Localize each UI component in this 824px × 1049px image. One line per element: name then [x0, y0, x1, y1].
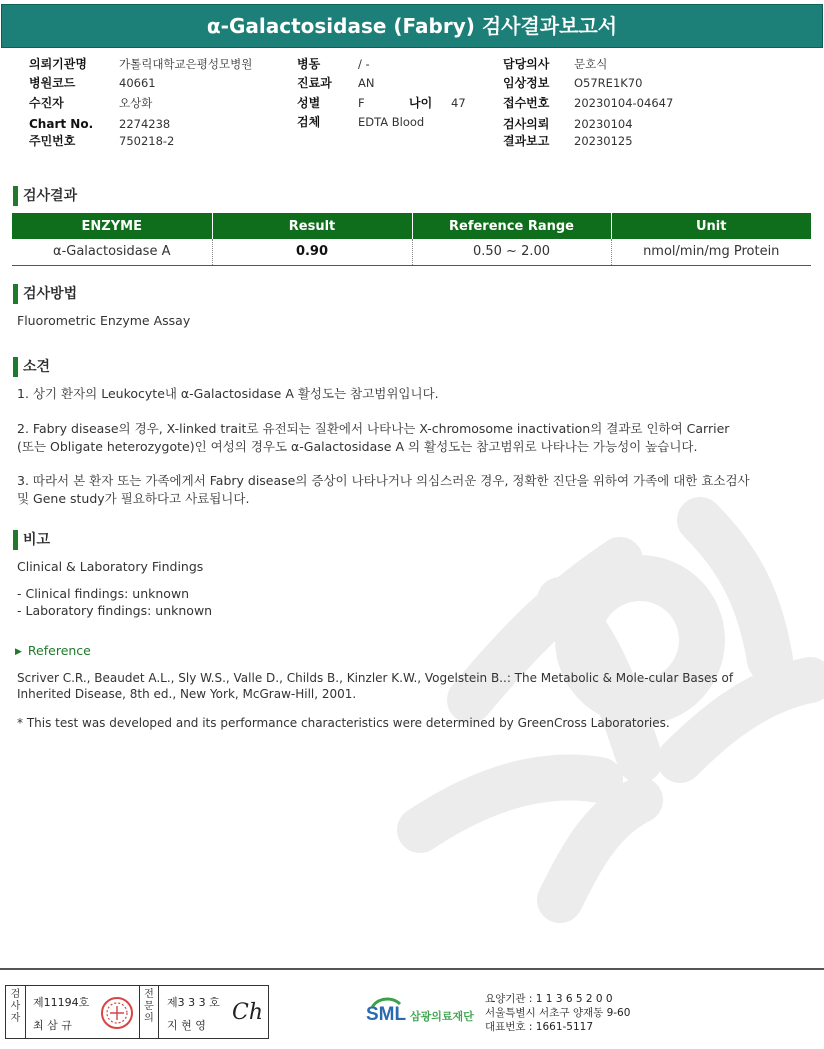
info-label: 병원코드 [29, 76, 76, 90]
info-value: 20230125 [574, 134, 633, 148]
info-value: O57RE1K70 [574, 76, 643, 90]
finding-1: 1. 상기 환자의 Leukocyte내 α-Galactosidase A 활성도는 참고범위입니다. [17, 386, 439, 401]
info-value: 오상화 [119, 96, 153, 110]
reviewer-name: 지 현 영 [167, 1019, 206, 1032]
info-value: 20230104 [574, 117, 633, 131]
info-label: 의뢰기관명 [29, 57, 87, 71]
info-value: 20230104-04647 [574, 96, 674, 110]
info-value: / - [358, 57, 370, 71]
finding-2a: 2. Fabry disease의 경우, X-linked trait로 유전되는 질환에서 나타나는 X-chromosome inactivation의 결과로 인하여 Carrier [17, 421, 730, 436]
tester-name: 최 삼 규 [33, 1019, 72, 1032]
finding-3a: 3. 따라서 본 환자 또는 가족에게서 Fabry disease의 증상이 나타나거나 의심스러운 경우, 정확한 진단을 위하여 가족에 대한 효소검사 [17, 473, 750, 488]
tester-label-text: 검사자 [10, 989, 21, 1024]
info-label: 검사의뢰 [503, 117, 550, 131]
info-label: 담당의사 [503, 57, 550, 71]
logo-text: SML [366, 1004, 407, 1025]
org-info [485, 992, 630, 1034]
result-cell: 0.90 [212, 239, 412, 265]
finding-3b: 및 Gene study가 필요하다고 사료됩니다. [17, 491, 250, 506]
seal-stamp-icon [100, 996, 134, 1030]
info-label: 성별 [297, 96, 321, 110]
col-header-enzyme: ENZYME [12, 213, 212, 239]
info-value: 2274238 [119, 117, 171, 131]
signature-box [5, 985, 269, 1039]
table-row [12, 239, 811, 265]
info-label: 수진자 [29, 96, 64, 110]
report-title: α-Galactosidase (Fabry) 검사결과보고서 [1, 4, 823, 48]
remarks-line: - Clinical findings: unknown [17, 586, 190, 601]
triangle-right-icon: ▶ [15, 647, 22, 657]
reviewer-license: 제3 3 3 호 [167, 996, 220, 1009]
info-value: 문호식 [574, 57, 608, 71]
results-heading: 검사결과 [13, 186, 77, 206]
reference-heading-label: Reference [27, 643, 91, 658]
enzyme-cell: α-Galactosidase A [12, 239, 212, 265]
col-header-unit: Unit [611, 213, 811, 239]
info-label: 검체 [297, 115, 321, 129]
reference-cell: 0.50 ~ 2.00 [412, 239, 611, 265]
info-value: EDTA Blood [358, 115, 425, 129]
info-label: 병동 [297, 57, 321, 71]
footer-divider [0, 968, 824, 970]
org-phone: 대표번호 : 1661-5117 [485, 1021, 594, 1033]
age-label: 나이 [409, 96, 433, 110]
remarks-heading: 비고 [13, 530, 50, 550]
sml-logo [366, 994, 484, 1034]
results-table [12, 213, 811, 266]
info-label: Chart No. [29, 117, 94, 131]
method-text: Fluorometric Enzyme Assay [17, 313, 191, 328]
reference-note: * This test was developed and its performance characteristics were determined by GreenCross Laboratories. [17, 716, 670, 730]
org-code: 요양기관 : 1 1 3 6 5 2 0 0 [485, 993, 613, 1005]
info-value: AN [358, 76, 375, 90]
tester-label [6, 986, 26, 1038]
reference-line: Scriver C.R., Beaudet A.L., Sly W.S., Valle D., Childs B., Kinzler K.W., Vogelstein B..: The Metabolic & Mole-cular Bases of [17, 671, 734, 685]
org-name: 삼광의료재단 [410, 1010, 474, 1023]
col-header-result: Result [212, 213, 412, 239]
reviewer-label [139, 986, 159, 1038]
unit-cell: nmol/min/mg Protein [611, 239, 811, 265]
info-label: 주민번호 [29, 134, 76, 148]
age-value: 47 [451, 96, 466, 110]
results-header-row [12, 213, 811, 239]
col-header-reference: Reference Range [412, 213, 611, 239]
info-label: 임상정보 [503, 76, 550, 90]
info-value: 40661 [119, 76, 156, 90]
info-label: 진료과 [297, 76, 332, 90]
org-address: 서울특별시 서초구 양재동 9-60 [485, 1007, 631, 1019]
signature: Ch [232, 1000, 264, 1025]
patient-info [0, 0, 824, 160]
findings-heading: 소견 [13, 357, 50, 377]
info-label: 결과보고 [503, 134, 550, 148]
info-value: 가톨릭대학교은평성모병원 [119, 57, 253, 71]
info-value: 750218-2 [119, 134, 175, 148]
remarks-line: - Laboratory findings: unknown [17, 603, 213, 618]
info-label: 접수번호 [503, 96, 550, 110]
remarks-line: Clinical & Laboratory Findings [17, 559, 204, 574]
tester-license: 제11194호 [33, 996, 90, 1009]
reference-heading [15, 643, 91, 658]
reviewer-label-text: 전문의 [144, 989, 154, 1024]
reference-line: Inherited Disease, 8th ed., New York, McGraw-Hill, 2001. [17, 687, 357, 701]
method-heading: 검사방법 [13, 284, 77, 304]
finding-2b: (또는 Obligate heterozygote)인 여성의 경우도 α-Galactosidase A 의 활성도는 참고범위로 나타나는 가능성이 높습니다. [17, 439, 698, 454]
info-value: F [358, 96, 365, 110]
